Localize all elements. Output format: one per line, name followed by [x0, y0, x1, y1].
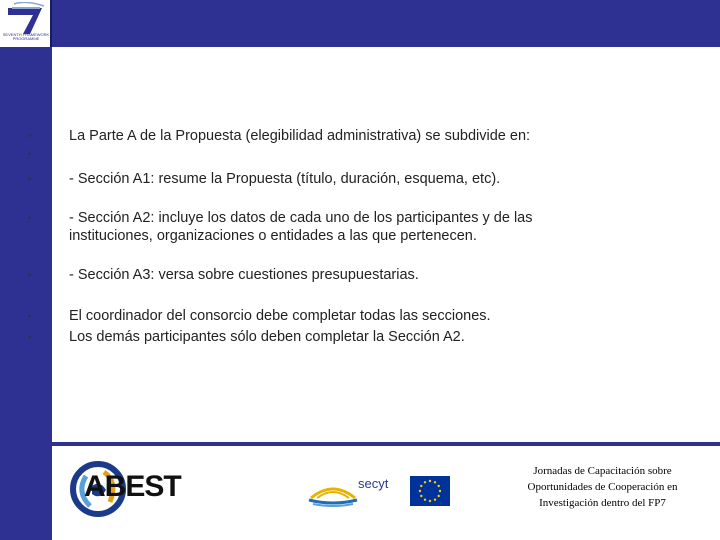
bullet-text: - Sección A3: versa sobre cuestiones presupuestarias.: [69, 267, 419, 283]
bullet-dot: •: [28, 149, 32, 159]
abest-wordmark: ABEST: [84, 470, 181, 503]
footer-event-note: [505, 463, 700, 511]
bullet-text: La Parte A de la Propuesta (elegibilidad administrativa) se subdivide en:: [69, 128, 531, 144]
eu-stars-icon: [410, 476, 450, 506]
secyt-wordmark: secyt: [358, 476, 389, 491]
bullet-dot: •: [28, 270, 32, 280]
bullet-text: instituciones, organizaciones o entidades a las que pertenecen.: [69, 228, 477, 244]
slide-content-area: [52, 47, 720, 443]
bullet-dot: •: [28, 332, 32, 342]
top-header-bar: [52, 0, 720, 47]
footer-note-line: Jornadas de Capacitación sobre: [533, 465, 672, 477]
bullet-text: - Sección A1: resume la Propuesta (título, duración, esquema, etc).: [69, 171, 501, 187]
fp7-logo: [0, 0, 52, 47]
bullet-text: Los demás participantes sólo deben completar la Sección A2.: [69, 329, 465, 345]
bullet-dot: •: [28, 131, 32, 141]
bullet-dot: •: [28, 213, 32, 223]
left-sidebar-bar: [0, 0, 52, 540]
footer-note-line: Investigación dentro del FP7: [539, 497, 666, 509]
bullet-text: El coordinador del consorcio debe completar todas las secciones.: [69, 308, 491, 324]
eu-flag-icon: [410, 476, 450, 506]
footer-divider: [52, 442, 720, 446]
bullet-dot: •: [28, 311, 32, 321]
bullet-dot: •: [28, 174, 32, 184]
fp7-seven-icon: [4, 2, 48, 36]
fp7-logo-caption: SEVENTH FRAMEWORK PROGRAMME: [2, 32, 50, 41]
footer-note-line: Oportunidades de Cooperación en: [527, 481, 678, 493]
bullet-text: - Sección A2: incluye los datos de cada uno de los participantes y de las: [69, 210, 533, 226]
secyt-sun-icon: [307, 476, 359, 508]
